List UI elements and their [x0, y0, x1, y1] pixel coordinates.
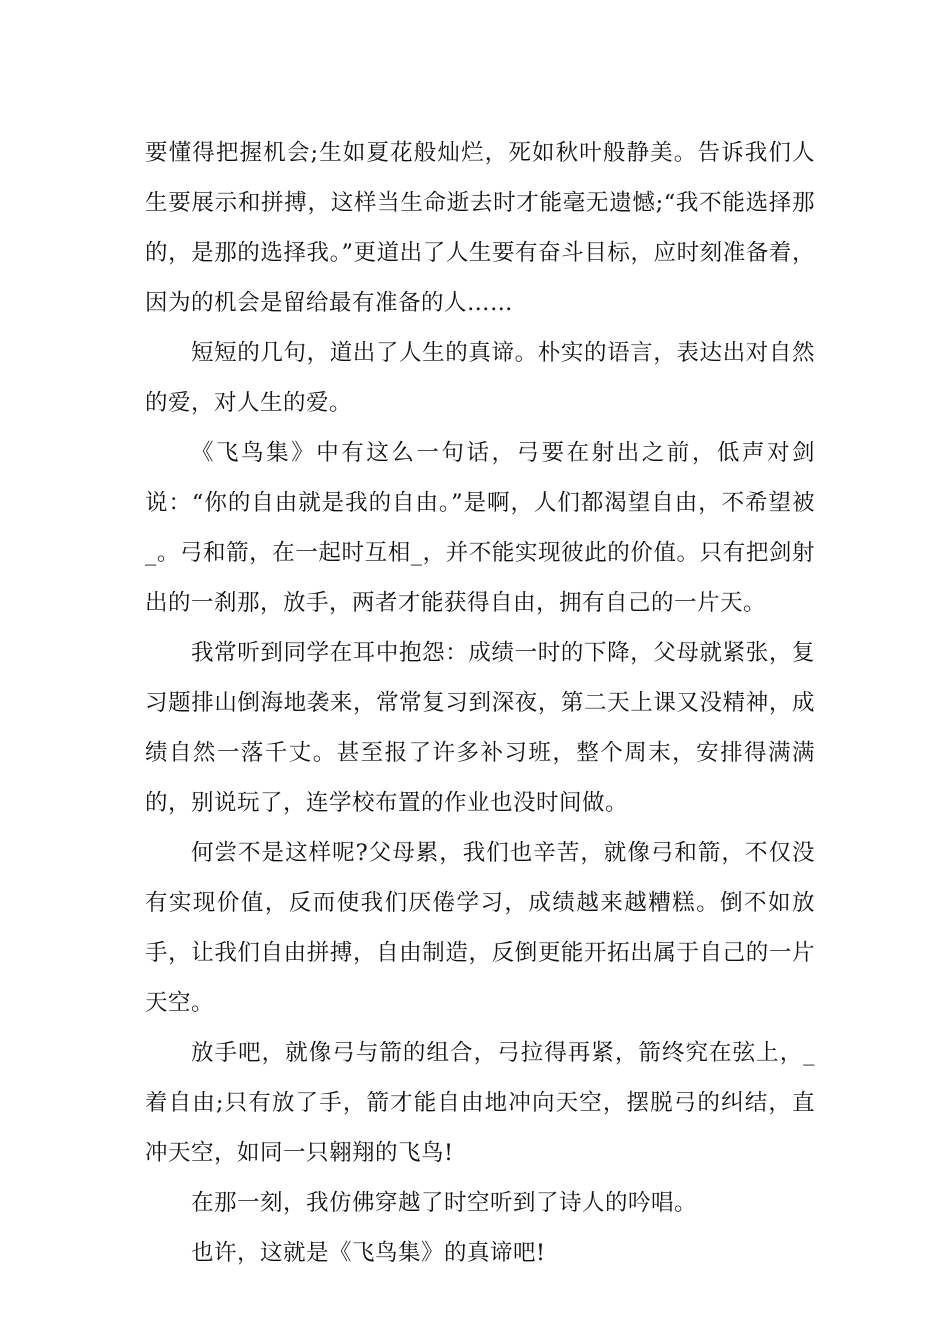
paragraph-2: 短短的几句，道出了人生的真谛。朴实的语言，表达出对自然的爱，对人生的爱。 [145, 340, 815, 416]
essay-body [145, 128, 815, 1278]
paragraph-4: 我常听到同学在耳中抱怨：成绩一时的下降，父母就紧张，复习题排山倒海地袭来，常常复习到深夜，第二天上课又没精神，成绩自然一落千丈。甚至报了许多补习班，整个周末，安排得满满的，别说玩了，连学校布置的作业也没时间做。 [145, 640, 815, 816]
paragraph-5: 何尝不是这样呢?父母累，我们也辛苦，就像弓和箭，不仅没有实现价值，反而使我们厌倦学习，成绩越来越糟糕。倒不如放手，让我们自由拼搏，自由制造，反倒更能开拓出属于自己的一片天空。 [145, 840, 815, 1016]
paragraph-8: 也许，这就是《飞鸟集》的真谛吧! [191, 1240, 546, 1266]
paragraph-7: 在那一刻，我仿佛穿越了时空听到了诗人的吟唱。 [191, 1190, 698, 1216]
paragraph-3: 《飞鸟集》中有这么一句话，弓要在射出之前，低声对剑说：“你的自由就是我的自由。”是啊，人们都渴望自由，不希望被_。弓和箭，在一起时互相_，并不能实现彼此的价值。只有把剑射出的一刹那，放手，两者才能获得自由，拥有自己的一片天。 [145, 440, 815, 616]
paragraph-1: 要懂得把握机会;生如夏花般灿烂，死如秋叶般静美。告诉我们人生要展示和拼搏，这样当生命逝去时才能毫无遗憾;“我不能选择那的，是那的选择我。”更道出了人生要有奋斗目标，应时刻准备着，因为的机会是留给最有准备的人…… [145, 140, 815, 316]
paragraph-6: 放手吧，就像弓与箭的组合，弓拉得再紧，箭终究在弦上，_着自由;只有放了手，箭才能自由地冲向天空，摆脱弓的纠结，直冲天空，如同一只翱翔的飞鸟! [145, 1040, 815, 1166]
